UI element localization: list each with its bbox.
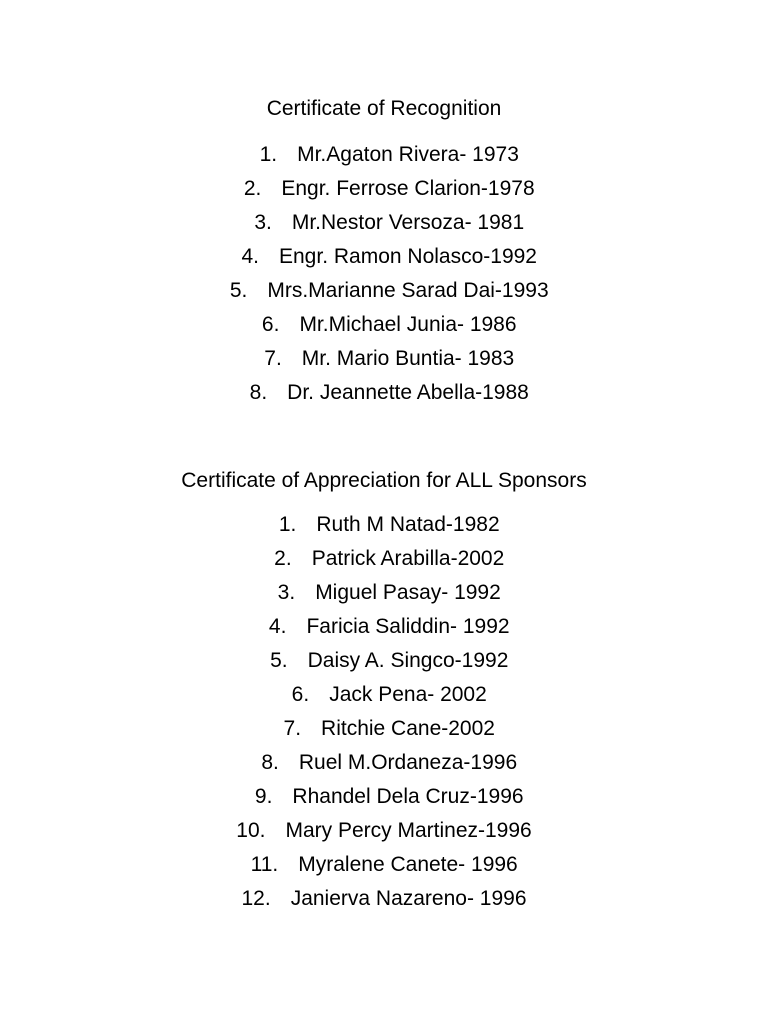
item-number: 6. [261, 313, 280, 336]
item-text: Mr.Agaton Rivera- 1973 [297, 143, 519, 166]
item-number: 1. [259, 143, 278, 166]
list-item [0, 277, 768, 311]
item-text: Mary Percy Martinez-1996 [285, 819, 532, 842]
item-number: 6. [291, 683, 310, 706]
item-text: Ritchie Cane-2002 [321, 717, 495, 740]
item-number: 3. [254, 211, 272, 234]
item-text: Janierva Nazareno- 1996 [290, 887, 527, 910]
item-text: Ruth M Natad-1982 [316, 513, 500, 536]
list-item [0, 817, 768, 851]
appreciation-list [0, 511, 768, 919]
item-text: Faricia Saliddin- 1992 [306, 615, 510, 638]
item-number: 8. [261, 751, 279, 774]
item-text: Ruel M.Ordaneza-1996 [298, 751, 518, 774]
list-item [0, 379, 768, 413]
item-number: 5. [270, 649, 288, 672]
list-item [0, 851, 768, 885]
item-number: 10. [236, 819, 266, 842]
item-text: Miguel Pasay- 1992 [315, 581, 501, 604]
section-title-appreciation: Certificate of Appreciation for ALL Sponsors [181, 469, 587, 492]
item-text: Mr. Mario Buntia- 1983 [301, 347, 515, 370]
item-text: Mr.Nestor Versoza- 1981 [291, 211, 525, 234]
item-number: 3. [277, 581, 296, 604]
item-text: Daisy A. Singco-1992 [307, 649, 509, 672]
item-text: Jack Pena- 2002 [329, 683, 487, 706]
list-item [0, 715, 768, 749]
item-text: Mr.Michael Junia- 1986 [299, 313, 517, 336]
list-item [0, 783, 768, 817]
item-number: 5. [229, 279, 248, 302]
list-item [0, 511, 768, 545]
item-number: 2. [274, 547, 292, 570]
item-number: 2. [243, 177, 262, 200]
list-item [0, 209, 768, 243]
item-number: 9. [254, 785, 273, 808]
item-number: 7. [264, 347, 282, 370]
item-number: 11. [250, 853, 279, 876]
item-text: Mrs.Marianne Sarad Dai-1993 [267, 279, 549, 302]
item-number: 4. [241, 245, 259, 268]
list-item [0, 345, 768, 379]
list-item [0, 311, 768, 345]
item-number: 7. [283, 717, 302, 740]
item-number: 1. [278, 513, 297, 536]
list-item [0, 579, 768, 613]
list-item [0, 681, 768, 715]
list-item [0, 647, 768, 681]
item-number: 8. [249, 381, 268, 404]
list-item [0, 749, 768, 783]
list-item [0, 243, 768, 277]
item-number: 4. [268, 615, 287, 638]
recognition-list [0, 141, 768, 413]
list-item [0, 885, 768, 919]
item-text: Rhandel Dela Cruz-1996 [292, 785, 524, 808]
list-item [0, 141, 768, 175]
item-text: Dr. Jeannette Abella-1988 [287, 381, 529, 404]
item-text: Myralene Canete- 1996 [298, 853, 518, 876]
item-number: 12. [241, 887, 271, 910]
item-text: Patrick Arabilla-2002 [311, 547, 505, 570]
list-item [0, 613, 768, 647]
list-item [0, 545, 768, 579]
item-text: Engr. Ramon Nolasco-1992 [279, 245, 537, 268]
list-item [0, 175, 768, 209]
section-title-recognition: Certificate of Recognition [266, 97, 502, 120]
item-text: Engr. Ferrose Clarion-1978 [281, 177, 535, 200]
